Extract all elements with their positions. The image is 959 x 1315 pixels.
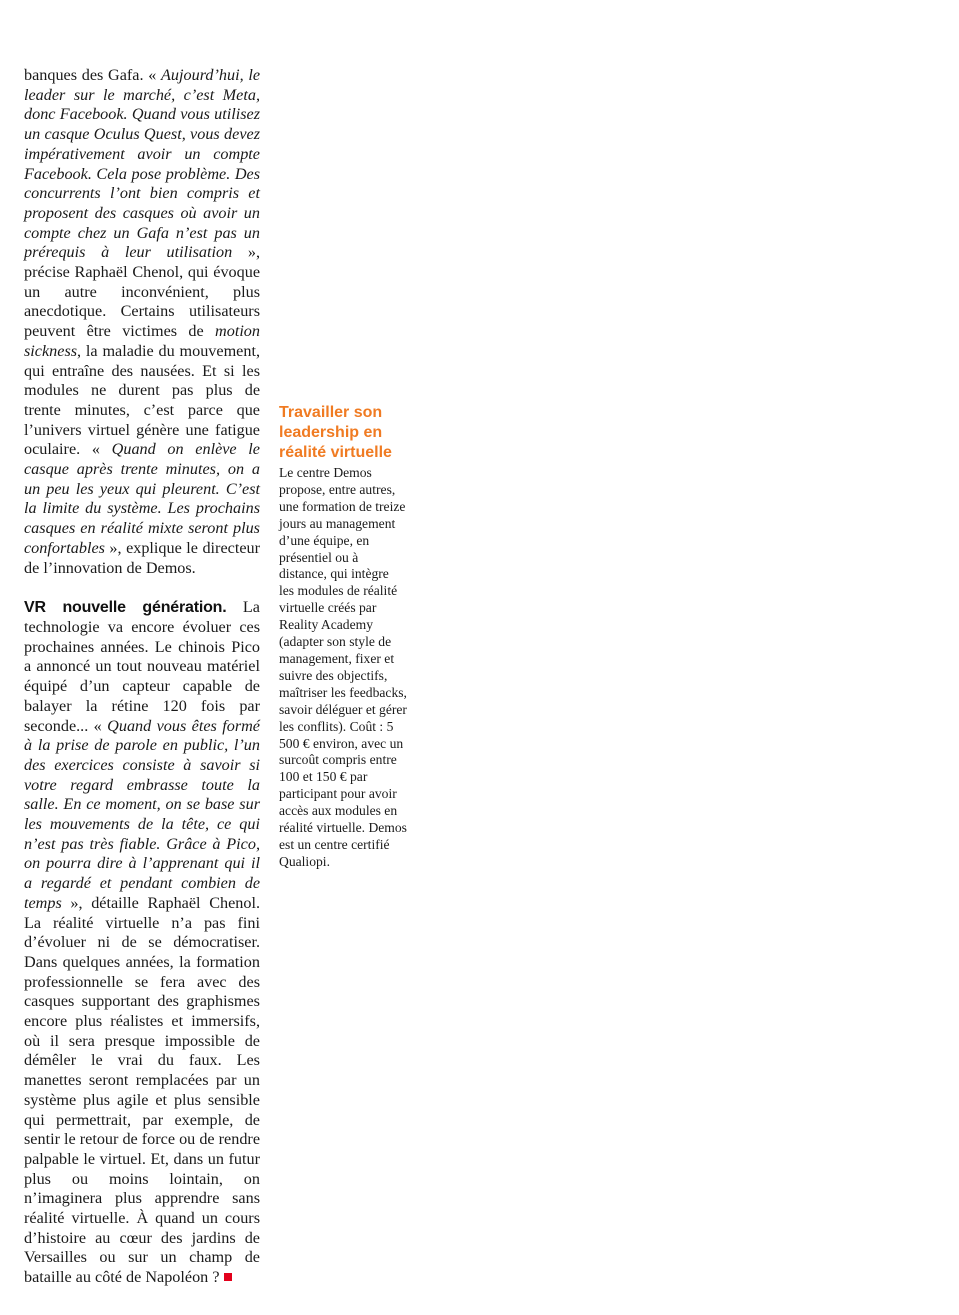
text-run: », détaille Raphaël Chenol. La réalité virtuelle n’a pas fini d’évoluer ni de se démocratiser. Dans quelques années, la formation professionnelle se fera avec des casques supportant des graphismes encore plus réalistes et immersifs, où il sera presque impossible de démêler le vrai du faux. Les manettes seront remplacées par un système plus agile et plus sensible qui permettrait, par exemple, de sentir le retour de force ou de rendre palpable le virtuel. Et, dans un futur plus ou moins lointain, on n’imaginera plus apprendre sans réalité virtuelle. À quand un cours d’histoire au cœur des jardins de Versailles ou sur un champ de bataille au côté de Napoléon ? (24, 893, 260, 1287)
paragraph-gap (24, 578, 260, 598)
term: motion sickness (24, 322, 260, 360)
quote: Quand on enlève le casque après trente minutes, on a un peu les yeux qui pleurent. C’est la limite du système. Les prochains casques en réalité mixte seront plus confortables (24, 440, 260, 557)
text-run: banques des Gafa. « (24, 66, 162, 84)
sidebar-box (279, 403, 411, 871)
text-run: », explique le directeur de l’innovation de Demos. (24, 538, 260, 577)
text-run: , la maladie du mouvement, qui entraîne des nausées. Et si les modules ne durent pas plus de trente minutes, c’est parce que l’univers virtuel génère une fatigue oculaire. « (24, 341, 260, 459)
section-subheading: VR nouvelle génération. (24, 599, 227, 617)
article-paragraph-1 (24, 66, 260, 578)
end-of-article-square-icon (224, 1273, 232, 1281)
article-paragraph-2 (24, 598, 260, 1288)
quote: Quand vous êtes formé à la prise de parole en public, l’un des exercices consiste à savoir si votre regard embrasse toute la salle. En ce moment, on se base sur les mouvements de la tête, ce qui n’est pas très fiable. Grâce à Pico, on pourra dire à l’apprenant qui il a regardé et pendant combien de temps (24, 716, 260, 912)
text-run: La technologie va encore évoluer ces prochaines années. Le chinois Pico a annoncé un tout nouveau matériel équipé d’un capteur capable de balayer la rétine 120 fois par seconde... « (24, 598, 260, 735)
article-column (24, 66, 260, 1288)
sidebar-title: Travailler son leadership en réalité virtuelle (279, 404, 392, 461)
sidebar-body: Le centre Demos propose, entre autres, une formation de treize jours au management d’une équipe, en présentiel ou à distance, qui intègre les modules de réalité virtuelle créés par Reality Academy (adapter son style de management, fixer et suivre des objectifs, maîtriser les feedbacks, savoir déléguer et gérer les conflits). Coût : 5 500 € environ, avec un surcoût compris entre 100 et 150 € par participant pour avoir accès aux modules en réalité virtuelle. Demos est un centre certifié Qualiopi. (279, 465, 407, 869)
text-run: », précise Raphaël Chenol, qui évoque un autre inconvénient, plus anecdotique. Certains utilisateurs peuvent être victimes de (24, 243, 261, 341)
quote: Aujourd’hui, le leader sur le marché, c’est Meta, donc Facebook. Quand vous utilisez un casque Oculus Quest, vous devez impérativement avoir un compte Facebook. Cela pose problème. Des concurrents l’ont bien compris et proposent des casques où avoir un compte chez un Gafa n’est pas un prérequis à leur utilisation (24, 66, 260, 262)
